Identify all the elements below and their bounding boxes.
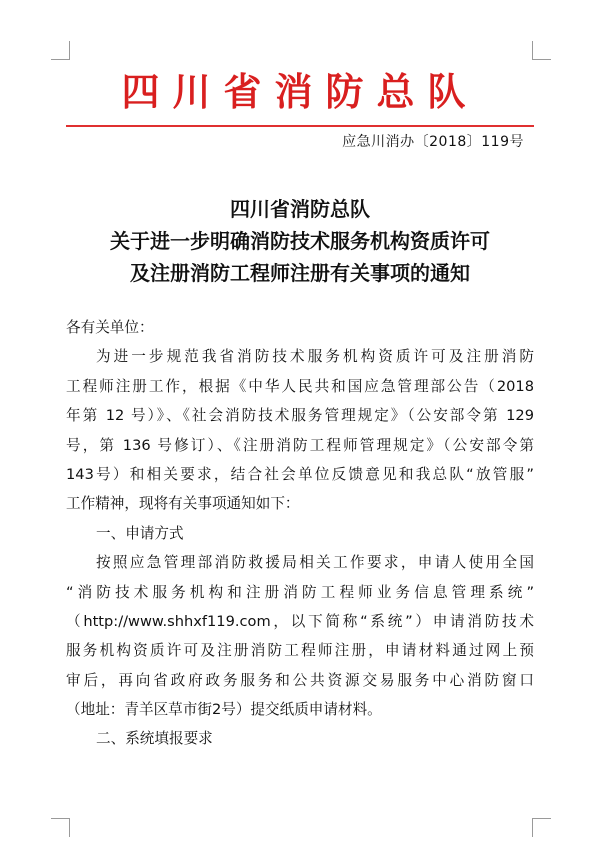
crop-mark-bottom-left — [51, 818, 70, 837]
paragraph-1-line: 工程师注册工作，根据《中华人民共和国应急管理部公告（2018 — [66, 377, 534, 395]
document-body — [66, 313, 534, 754]
paragraph-2-line: 服务机构资质许可及注册消防工程师注册，申请材料通过网上预 — [66, 642, 534, 660]
section-2-title: 二、系统填报要求 — [96, 730, 213, 748]
letterhead-org-name: 四川省消防总队 — [121, 69, 479, 114]
salutation: 各有关单位： — [66, 319, 154, 336]
paragraph-2-line: 审后，再向省政府政务服务和公共资源交易服务中心消防窗口 — [66, 671, 534, 689]
title-line-1: 四川省消防总队 — [230, 197, 370, 221]
paragraph-2 — [66, 548, 534, 724]
paragraph-2-line: “消防技术服务机构和注册消防工程师业务信息管理系统” — [66, 583, 534, 601]
paragraph-2-line: 按照应急管理部消防救援局相关工作要求，申请人使用全国 — [96, 554, 534, 572]
paragraph-1-line: 143号）和相关要求，结合社会单位反馈意见和我总队“放管服” — [66, 465, 534, 483]
paragraph-2-line: （地址：青羊区草市街2号）提交纸质申请材料。 — [66, 701, 382, 719]
crop-mark-bottom-right — [532, 818, 551, 837]
document-number: 应急川消办〔2018〕119号 — [342, 134, 524, 150]
paragraph-1-line: 年第 12 号）》、《社会消防技术服务管理规定》（公安部令第 129 — [66, 407, 534, 425]
paragraph-1-line: 工作精神，现将有关事项通知如下： — [66, 495, 300, 513]
title-line-3: 及注册消防工程师注册有关事项的通知 — [130, 261, 470, 285]
paragraph-2-line: （http://www.shhxf119.com，以下简称“系统”）申请消防技术 — [66, 612, 534, 630]
title-line-2: 关于进一步明确消防技术服务机构资质许可 — [110, 229, 490, 253]
crop-mark-top-right — [532, 41, 551, 60]
letterhead-red-rule — [66, 125, 534, 127]
crop-mark-top-left — [51, 41, 70, 60]
paragraph-1-line: 为进一步规范我省消防技术服务机构资质许可及注册消防 — [96, 348, 534, 366]
paragraph-1 — [66, 342, 534, 518]
paragraph-1-line: 号，第 136 号修订）、《注册消防工程师管理规定》（公安部令第 — [66, 436, 534, 454]
section-1-title: 一、申请方式 — [96, 524, 184, 542]
